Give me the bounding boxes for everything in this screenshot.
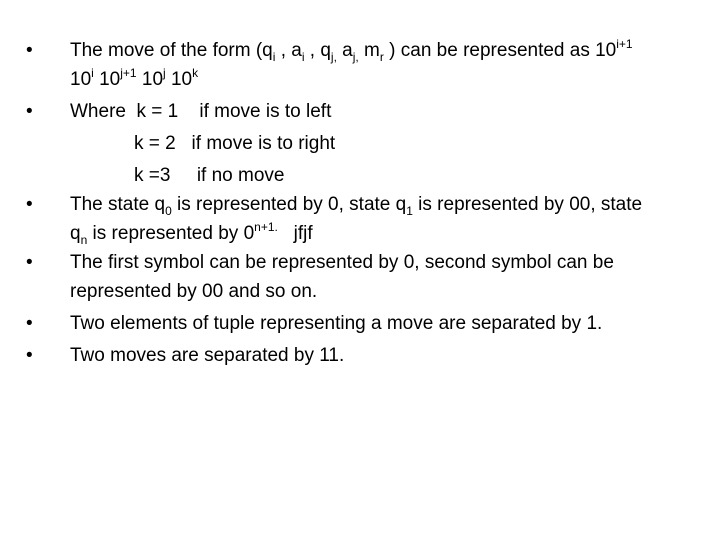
text-run: k = 2 if move is to right	[134, 133, 336, 154]
text-run: Two moves are separated by 11.	[70, 345, 345, 366]
text-run: q	[70, 223, 81, 244]
text-run: represented by 00 and so on.	[70, 281, 318, 302]
bullet-marker: •	[26, 345, 33, 366]
k-equals-3-line	[26, 160, 696, 192]
bullet-symbol-representation	[26, 250, 696, 276]
bullet-marker: •	[26, 101, 33, 122]
bullet-marker: •	[26, 313, 33, 334]
subscript: 0	[165, 204, 172, 218]
subscript: j,	[352, 50, 359, 64]
bullet-symbol-continuation	[26, 276, 696, 308]
bullet-state-continuation	[26, 218, 696, 250]
superscript: j+1	[120, 66, 137, 80]
subscript: j,	[330, 50, 337, 64]
text-run: 10	[136, 69, 164, 90]
subscript: i	[301, 50, 305, 64]
bullet-move-separator	[26, 340, 696, 372]
superscript: i	[91, 66, 94, 80]
subscript: n	[80, 233, 88, 247]
subscript: 1	[406, 204, 413, 218]
text-run: The move of the form (q	[70, 40, 273, 61]
bullet-marker: •	[26, 194, 33, 215]
bullet-list	[26, 38, 696, 372]
text-run: The state q	[70, 194, 166, 215]
bullet-where-k	[26, 96, 696, 128]
bullet-state-representation	[26, 192, 696, 218]
text-run: 10	[70, 69, 92, 90]
superscript: k	[192, 66, 199, 80]
text-run: k =3 if no move	[134, 165, 285, 186]
text-run: 10	[93, 69, 121, 90]
text-run: is represented by 0, state q	[171, 194, 407, 215]
text-run: , q	[304, 40, 331, 61]
text-run: is represented by 00, state	[412, 194, 643, 215]
bullet-tuple-separator	[26, 308, 696, 340]
text-run: jfjf	[277, 223, 313, 244]
text-run: 10	[165, 69, 193, 90]
superscript: j	[163, 66, 166, 80]
superscript: i+1	[616, 37, 633, 51]
subscript: i	[272, 50, 276, 64]
text-run: is represented by 0	[87, 223, 255, 244]
text-run: m	[358, 40, 380, 61]
bullet-move-form-continuation	[26, 64, 696, 96]
text-run: , a	[275, 40, 302, 61]
superscript: n+1.	[254, 220, 278, 234]
text-run: Where k = 1 if move is to left	[70, 101, 332, 122]
text-run: Two elements of tuple representing a move are separated by 1.	[70, 313, 603, 334]
bullet-move-form	[26, 38, 696, 64]
k-equals-2-line	[26, 128, 696, 160]
subscript: r	[379, 50, 384, 64]
bullet-marker: •	[26, 40, 33, 61]
text-run: a	[336, 40, 353, 61]
text-run: The first symbol can be represented by 0, second symbol can be	[70, 252, 614, 273]
bullet-marker: •	[26, 252, 33, 273]
text-run: ) can be represented as 10	[383, 40, 617, 61]
